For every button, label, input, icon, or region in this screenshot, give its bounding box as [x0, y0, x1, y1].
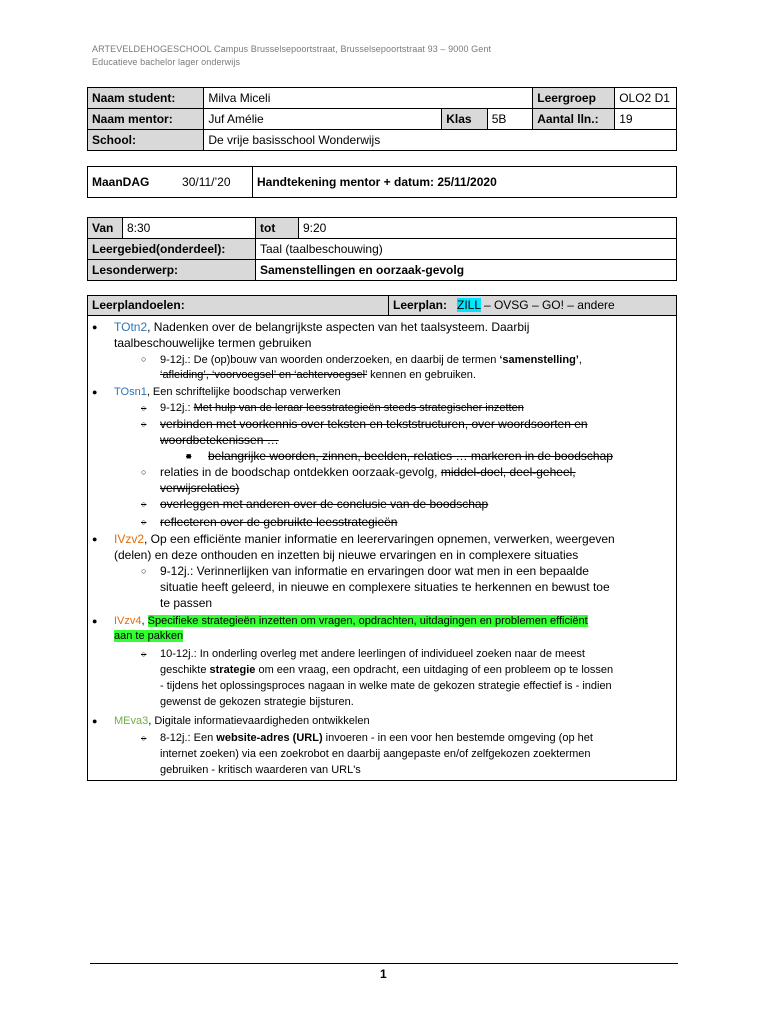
goal-1-sub — [160, 352, 582, 368]
circle-bullet-icon: ○ — [141, 566, 147, 576]
leerplan-options — [457, 298, 615, 313]
goal-1-sub-strike: ‘afleiding’, ‘voorvoegsel’ en ‘achtervoegsel’ — [160, 369, 368, 381]
footer-divider — [90, 963, 678, 964]
circle-bullet-icon: ○ — [141, 419, 147, 429]
tot-value: 9:20 — [299, 218, 677, 239]
tot-label: tot — [256, 218, 299, 239]
leerplan-rest: – OVSG – GO! – andere — [483, 298, 615, 312]
leergroep-value: OLO2 D1 — [615, 88, 677, 109]
goal-2-sub-c: belangrijke woorden, zinnen, beelden, relaties … markeren in de boodschap — [208, 449, 613, 463]
goal-4-code: IVzv4 — [114, 615, 142, 627]
mentor-value: Juf Amélie — [204, 109, 442, 130]
goal-3-text: , Op een efficiënte manier informatie en leerervaringen opnemen, verwerken, weergeven — [144, 532, 615, 546]
student-value: Milva Miceli — [204, 88, 533, 109]
day-name: MaanDAG — [92, 175, 150, 189]
goals-header-label: Leerplandoelen: — [88, 296, 389, 315]
goal-2-sub-d-strike: middel-doel, deel-geheel, — [440, 465, 576, 479]
mentor-signature: Handtekening mentor + datum: 25/11/2020 — [253, 167, 677, 198]
goal-2-sub-b-cont: woordbetekenissen … — [160, 433, 279, 447]
aantal-label: Aantal lln.: — [533, 109, 615, 130]
goal-1-sub-end: kennen en gebruiken. — [367, 369, 476, 381]
bullet-icon: ● — [92, 534, 98, 544]
lesson-table — [87, 217, 677, 281]
bullet-icon: ● — [92, 387, 98, 397]
goal-2 — [114, 384, 341, 400]
goal-5-code: MEva3 — [114, 715, 149, 727]
goal-4-sub-b: strategie — [209, 664, 256, 676]
goal-5 — [114, 713, 370, 729]
klas-value: 5B — [487, 109, 533, 130]
aantal-value: 19 — [615, 109, 677, 130]
student-label: Naam student: — [88, 88, 204, 109]
goal-4-text: Specifieke strategieën inzetten om vragen, opdrachten, uitdagingen en problemen efficiënt — [147, 615, 588, 627]
school-value: De vrije basisschool Wonderwijs — [204, 130, 677, 151]
goal-1-sub-a: 9-12j.: De (op)bouw van woorden onderzoeken, en daarbij de termen — [160, 354, 500, 366]
goal-2-sub-f: reflecteren over de gebruikte leesstrategieën — [160, 515, 398, 529]
program-name: Educatieve bachelor lager onderwijs — [92, 57, 241, 67]
goal-2-sub-d-text: relaties in de boodschap ontdekken oorzaak-gevolg, — [160, 465, 441, 479]
day-table — [87, 166, 677, 198]
goal-1-sub-cont — [160, 367, 476, 383]
goal-3-text-cont: (delen) en deze onthouden en inzetten bij nieuwe ervaringen en in complexere situaties — [114, 548, 579, 562]
goal-5-sub-cont-2: gebruiken - kritisch waarderen van URL's — [160, 764, 361, 776]
goal-1 — [114, 319, 529, 335]
goal-3-sub-cont-2: te passen — [160, 596, 213, 610]
goal-2-code: TOsn1 — [114, 386, 147, 398]
goal-3-sub-cont: situatie heeft geleerd, in nieuwe en complexere situaties te herkennen en bewust toe — [160, 580, 610, 594]
page-number: 1 — [380, 967, 387, 981]
klas-label: Klas — [442, 109, 488, 130]
goals-header — [88, 296, 676, 316]
goal-1-sub-b: ‘samenstelling’ — [499, 354, 579, 366]
circle-bullet-icon: ○ — [141, 517, 147, 527]
school-address: ARTEVELDEHOGESCHOOL Campus Brusselsepoortstraat, Brusselsepoortstraat 93 – 9000 Gent — [92, 44, 492, 54]
van-value: 8:30 — [123, 218, 256, 239]
leerplan-cell — [389, 296, 619, 315]
school-label: School: — [88, 130, 204, 151]
leergebied-value: Taal (taalbeschouwing) — [256, 239, 677, 260]
goal-2-sub-b: verbinden met voorkennis over teksten en tekststructuren, over woordsoorten en — [160, 417, 588, 431]
goal-2-sub-a — [160, 400, 524, 416]
goal-1-text-cont: taalbeschouwelijke termen gebruiken — [114, 336, 312, 350]
leerplan-label: Leerplan: — [393, 298, 448, 312]
goal-5-text: , Digitale informatievaardigheden ontwikkelen — [148, 715, 370, 727]
goal-2-sub-a-strike: Met hulp van de leraar leesstrategieën steeds strategischer inzetten — [193, 402, 524, 414]
goal-3-sub: 9-12j.: Verinnerlijken van informatie en ervaringen door wat men in een bepaalde — [160, 564, 589, 578]
leergebied-label: Leergebied(onderdeel): — [88, 239, 256, 260]
goal-1-code: TOtn2 — [114, 320, 148, 334]
bullet-icon: ● — [92, 716, 98, 726]
goal-4-text-cont — [114, 628, 183, 644]
goal-3-code: IVzv2 — [114, 532, 145, 546]
goal-5-sub-cont: internet zoeken) via een zoekrobot en daarbij aangepaste en/of zelfgekozen zoektermen — [160, 748, 591, 760]
square-bullet-icon: ■ — [186, 451, 192, 461]
goal-4-sub-c: om een vraag, een opdracht, een uitdaging of een probleem op te lossen — [255, 664, 614, 676]
goal-4-sub-cont-3: gewenst de gekozen strategie bijsturen. — [160, 696, 354, 708]
bullet-icon: ● — [92, 616, 98, 626]
lesonderwerp-value: Samenstellingen en oorzaak-gevolg — [256, 260, 677, 281]
circle-bullet-icon: ○ — [141, 354, 147, 364]
goal-4-text-cont-hl: aan te pakken — [114, 630, 184, 642]
goal-4-sub-a: geschikte — [160, 664, 210, 676]
goal-4-sub-cont-2: - tijdens het oplossingsproces nagaan in welke mate de gekozen strategie effectief is - indien — [160, 680, 612, 692]
leerplan-zill: ZILL — [457, 298, 481, 312]
goal-3 — [114, 531, 615, 547]
goal-5-sub — [160, 730, 593, 746]
leergroep-label: Leergroep — [533, 88, 615, 109]
goal-2-sub-a-prefix: 9-12j.: — [160, 402, 194, 414]
goal-1-sub-c: , — [578, 354, 582, 366]
goal-2-text: , Een schriftelijke boodschap verwerken — [146, 386, 341, 398]
goal-4-sub-cont — [160, 662, 613, 678]
goal-5-sub-a: 8-12j.: Een — [160, 732, 217, 744]
bullet-icon: ● — [92, 322, 98, 332]
goal-5-sub-b: website-adres (URL) — [216, 732, 323, 744]
lesonderwerp-label: Lesonderwerp: — [88, 260, 256, 281]
goal-1-text: , Nadenken over de belangrijkste aspecten van het taalsysteem. Daarbij — [147, 320, 530, 334]
day-cell — [88, 167, 253, 198]
circle-bullet-icon: ○ — [141, 467, 147, 477]
mentor-label: Naam mentor: — [88, 109, 204, 130]
circle-bullet-icon: ○ — [141, 733, 147, 743]
van-label: Van — [88, 218, 123, 239]
goal-4: IVzv4, Specifieke strategieën inzetten om vragen, opdrachten, uitdagingen en problemen efficiënt — [114, 615, 588, 627]
circle-bullet-icon: ○ — [141, 649, 147, 659]
goal-2-sub-d — [160, 464, 576, 480]
student-info-table — [87, 87, 677, 151]
goal-2-sub-e: overleggen met anderen over de conclusie van de boodschap — [160, 497, 489, 511]
goal-2-sub-d-cont: verwijsrelaties) — [160, 481, 240, 495]
circle-bullet-icon: ○ — [141, 499, 147, 509]
goal-4-sub: 10-12j.: In onderling overleg met andere leerlingen of individueel zoeken naar de meest — [160, 648, 585, 660]
circle-bullet-icon: ○ — [141, 403, 147, 413]
goal-5-sub-c: invoeren - in een voor hen bestemde omgeving (op het — [322, 732, 593, 744]
day-date: 30/11/’20 — [182, 175, 231, 189]
